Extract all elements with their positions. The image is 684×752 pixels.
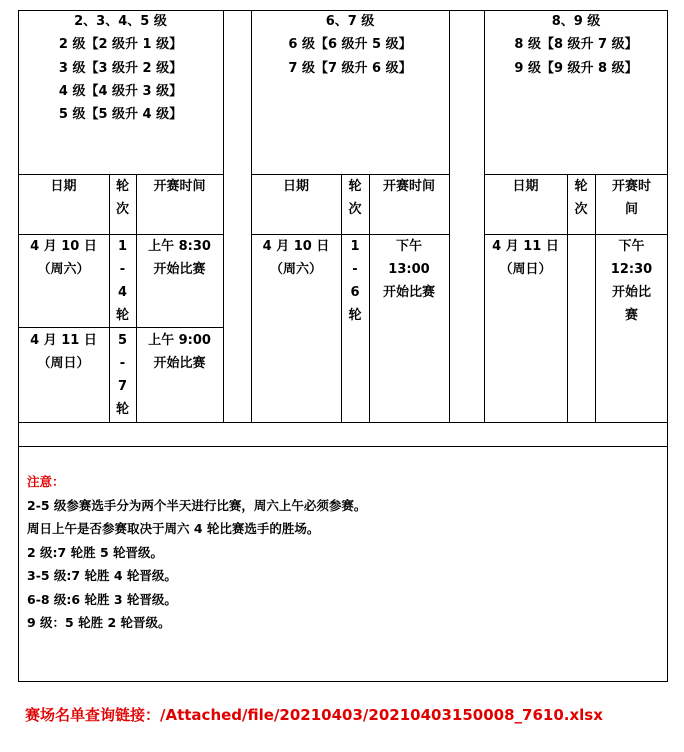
- level-line: 4 级【4 级升 3 级】: [58, 84, 183, 99]
- group-title: 6、7 级: [325, 14, 375, 29]
- column-header-round: 轮: [574, 179, 588, 194]
- level-line: 2 级【2 级升 1 级】: [58, 37, 183, 52]
- session-rounds: 5: [117, 333, 128, 348]
- level-line: 6 级【6 级升 5 级】: [288, 37, 412, 52]
- session-time: 上午 8:30: [148, 239, 211, 254]
- note-line: 3-5 级:7 轮胜 4 轮晋级。: [27, 568, 177, 583]
- column-header-date: 日期: [512, 179, 539, 194]
- column-header-time: 开赛时间: [382, 179, 435, 194]
- notes-title: 注意：: [27, 474, 65, 489]
- column-header-round: 轮: [115, 179, 129, 194]
- session-time: 下午: [618, 239, 645, 254]
- session-date: 4 月 10 日: [262, 239, 330, 254]
- column-header-time: 开赛时间: [153, 179, 206, 194]
- session-time: 开始比赛: [382, 285, 435, 300]
- session-rounds: -: [119, 356, 126, 371]
- session-rounds: 轮: [348, 308, 362, 323]
- session-time: 上午 9:00: [148, 333, 211, 348]
- level-line: 7 级【7 级升 6 级】: [288, 61, 412, 76]
- session-rounds: -: [352, 262, 358, 277]
- level-line: 9 级【9 级升 8 级】: [514, 61, 638, 76]
- level-line: 5 级【5 级升 4 级】: [58, 107, 183, 122]
- session-time: 赛: [624, 308, 638, 323]
- session-rounds: 4: [117, 285, 128, 300]
- roster-link[interactable]: 赛场名单查询链接：/Attached/file/20210403/20210403150008_7610.xlsx: [25, 706, 603, 724]
- table-rule: [18, 327, 223, 328]
- note-line: 周日上午是否参赛取决于周六 4 轮比赛选手的胜场。: [27, 521, 320, 536]
- column-header-date: 日期: [282, 179, 309, 194]
- session-rounds: 轮: [115, 402, 129, 417]
- note-line: 9 级：5 轮胜 2 轮晋级。: [27, 615, 171, 630]
- session-rounds: 1: [117, 239, 128, 254]
- group-title: 8、9 级: [551, 14, 601, 29]
- session-rounds: 6: [350, 285, 360, 300]
- session-date: （周日）: [37, 356, 90, 371]
- level-line: 8 级【8 级升 7 级】: [514, 37, 638, 52]
- table-rule: [18, 446, 668, 447]
- session-rounds: 轮: [115, 308, 129, 323]
- column-header-round: 次: [115, 202, 129, 217]
- group-title: 2、3、4、5 级: [74, 14, 167, 29]
- session-date: 4 月 11 日: [30, 333, 97, 348]
- note-line: 2-5 级参赛选手分为两个半天进行比赛，周六上午必须参赛。: [27, 498, 367, 513]
- session-time: 开始比: [611, 285, 651, 300]
- session-time: 下午: [395, 239, 422, 254]
- session-date: 4 月 10 日: [30, 239, 97, 254]
- session-time: 开始比赛: [153, 356, 206, 371]
- session-date: （周六）: [37, 262, 90, 277]
- session-date: （周日）: [499, 262, 552, 277]
- note-line: 2 级:7 轮胜 5 轮晋级。: [27, 545, 163, 560]
- table-rule: [449, 10, 450, 422]
- session-time: 12:30: [610, 262, 653, 277]
- note-line: 6-8 级:6 轮胜 3 轮晋级。: [27, 592, 177, 607]
- session-date: 4 月 11 日: [492, 239, 559, 254]
- session-date: （周六）: [269, 262, 322, 277]
- table-rule: [18, 422, 668, 423]
- session-time: 开始比赛: [153, 262, 206, 277]
- column-header-round: 轮: [348, 179, 362, 194]
- column-header-round: 次: [348, 202, 362, 217]
- table-rule: [136, 174, 137, 422]
- column-header-time: 开赛时: [611, 179, 651, 194]
- session-rounds: 1: [350, 239, 360, 254]
- session-time: 13:00: [388, 262, 430, 277]
- column-header-date: 日期: [50, 179, 77, 194]
- column-header-round: 次: [574, 202, 588, 217]
- session-rounds: 7: [117, 379, 128, 394]
- column-header-time: 间: [624, 202, 638, 217]
- session-rounds: -: [119, 262, 126, 277]
- table-rule: [223, 10, 224, 422]
- level-line: 3 级【3 级升 2 级】: [58, 61, 183, 76]
